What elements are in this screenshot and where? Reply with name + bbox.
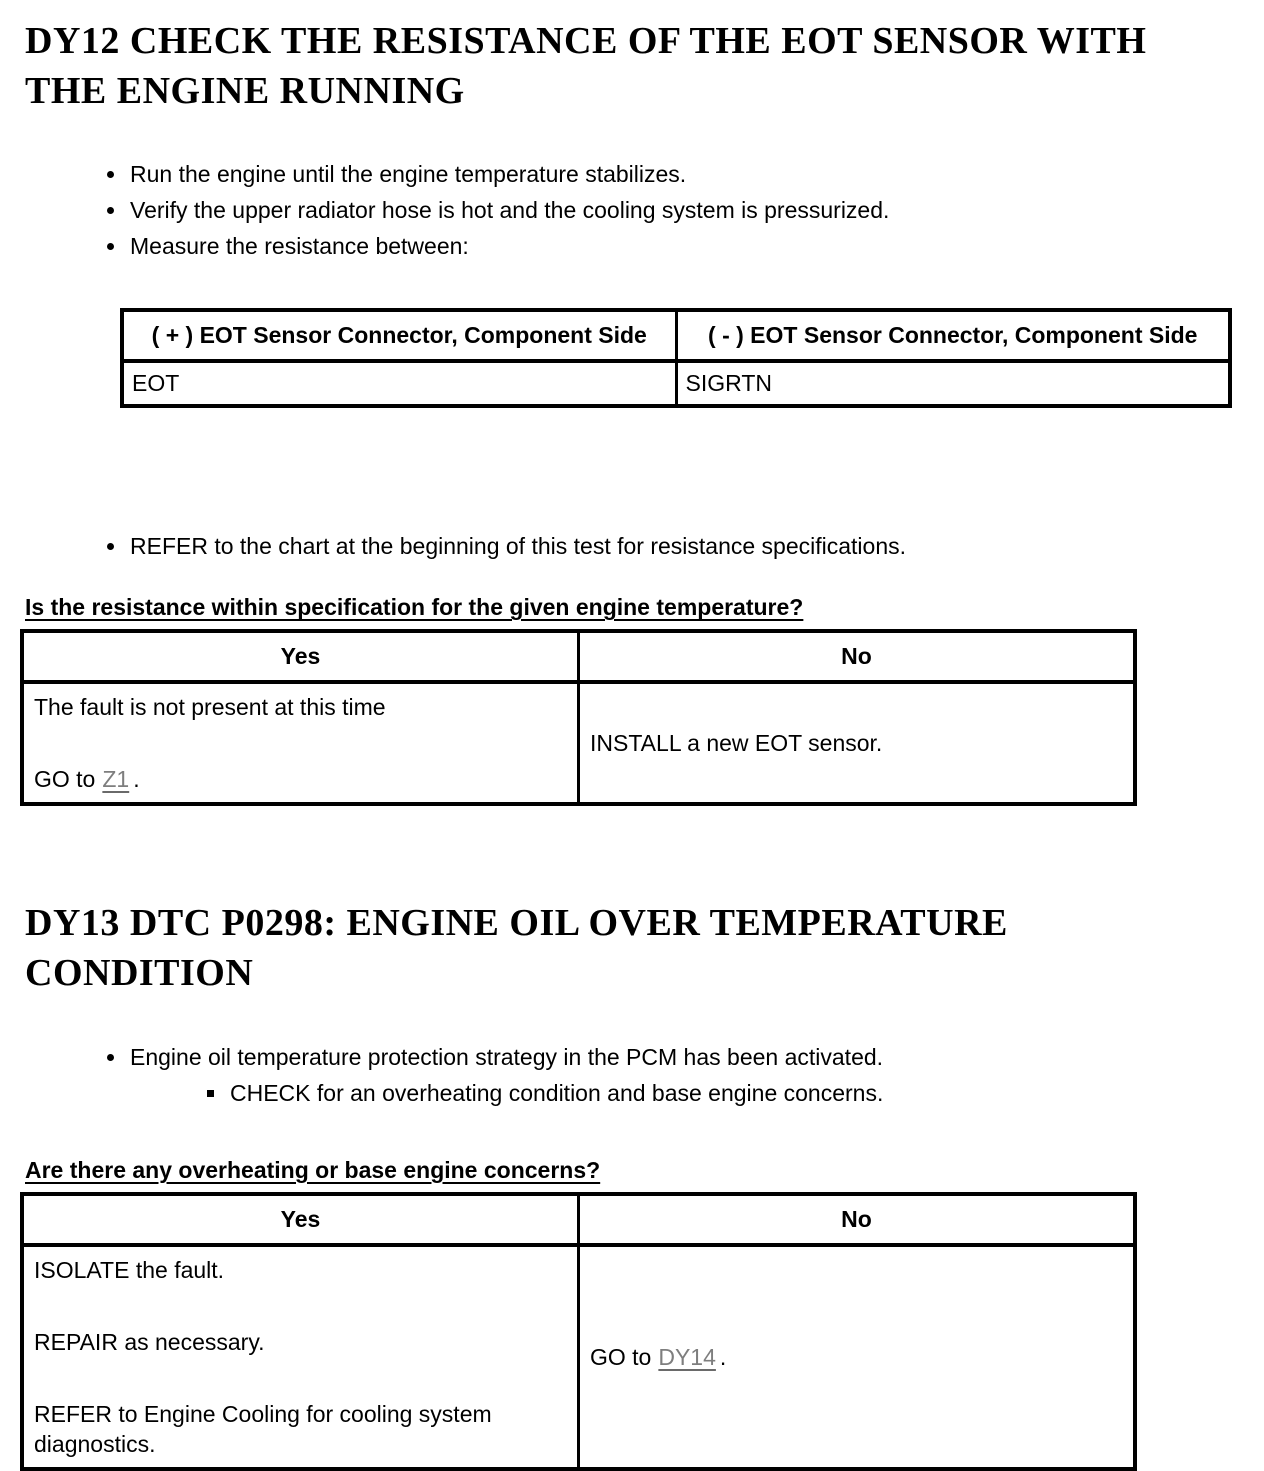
goto-dy14-link[interactable]: DY14 (658, 1343, 716, 1370)
table-row (22, 1245, 1135, 1469)
connector-header-positive: ( + ) EOT Sensor Connector, Component Side (122, 310, 676, 361)
bullet-item: • Measure the resistance between: (128, 228, 1264, 264)
bullet-item: • Engine oil temperature protection strategy in the PCM has been activated. (128, 1039, 1264, 1075)
goto-line (34, 764, 567, 794)
goto-z1-link[interactable]: Z1 (102, 766, 130, 793)
section-title-dy13: DY13 DTC P0298: ENGINE OIL OVER TEMPERATURE CONDITION (25, 902, 1008, 995)
yes-action-text-1: ISOLATE the fault. (34, 1256, 225, 1283)
table-row (122, 361, 1230, 406)
goto-prefix: GO to (34, 766, 96, 793)
dy13-result-table (20, 1192, 1137, 1471)
bullet-item: • Run the engine until the engine temperature stabilizes. (128, 156, 1264, 192)
goto-suffix: . (133, 766, 140, 793)
dy12-question: Is the resistance within specification for the given engine temperature? (25, 594, 804, 621)
goto-line (590, 1342, 1123, 1372)
yes-action-text-2: REPAIR as necessary. (34, 1328, 265, 1355)
connector-cell-positive: EOT (122, 361, 676, 406)
bullet-item: • REFER to the chart at the beginning of this test for resistance specifications. (128, 528, 1264, 564)
no-action-cell (579, 682, 1136, 804)
no-header: No (579, 631, 1136, 682)
dy13-sub-list (128, 1075, 1264, 1111)
connector-table (120, 308, 1232, 408)
dy13-step-list (0, 1039, 1264, 1111)
connector-cell-negative: SIGRTN (676, 361, 1230, 406)
connector-header-negative: ( - ) EOT Sensor Connector, Component Side (676, 310, 1230, 361)
connector-table-header-row (122, 310, 1230, 361)
no-action-text: INSTALL a new EOT sensor. (590, 730, 883, 757)
dy13-question: Are there any overheating or base engine concerns? (25, 1156, 601, 1183)
bullet-item: • Verify the upper radiator hose is hot and the cooling system is pressurized. (128, 192, 1264, 228)
no-header: No (579, 1194, 1136, 1245)
yes-action-cell (22, 682, 579, 804)
yes-header: Yes (22, 631, 579, 682)
dy12-result-table (20, 629, 1137, 806)
yes-action-cell (22, 1245, 579, 1469)
goto-prefix: GO to (590, 1343, 652, 1370)
result-table-header-row (22, 1194, 1135, 1245)
result-table-header-row (22, 631, 1135, 682)
goto-suffix: . (719, 1343, 727, 1370)
table-row (22, 682, 1135, 804)
yes-action-text: The fault is not present at this time (34, 694, 386, 721)
dy12-step-list (0, 156, 1264, 264)
yes-action-text-3: REFER to Engine Cooling for cooling system diagnostics. (34, 1400, 492, 1457)
section-title-dy12: DY12 CHECK THE RESISTANCE OF THE EOT SENSOR WITH THE ENGINE RUNNING (25, 20, 1147, 113)
no-action-cell (579, 1245, 1136, 1469)
dy12-refer-list (0, 528, 1264, 564)
yes-header: Yes (22, 1194, 579, 1245)
sub-bullet-item: ▪ CHECK for an overheating condition and base engine concerns. (228, 1075, 1264, 1111)
